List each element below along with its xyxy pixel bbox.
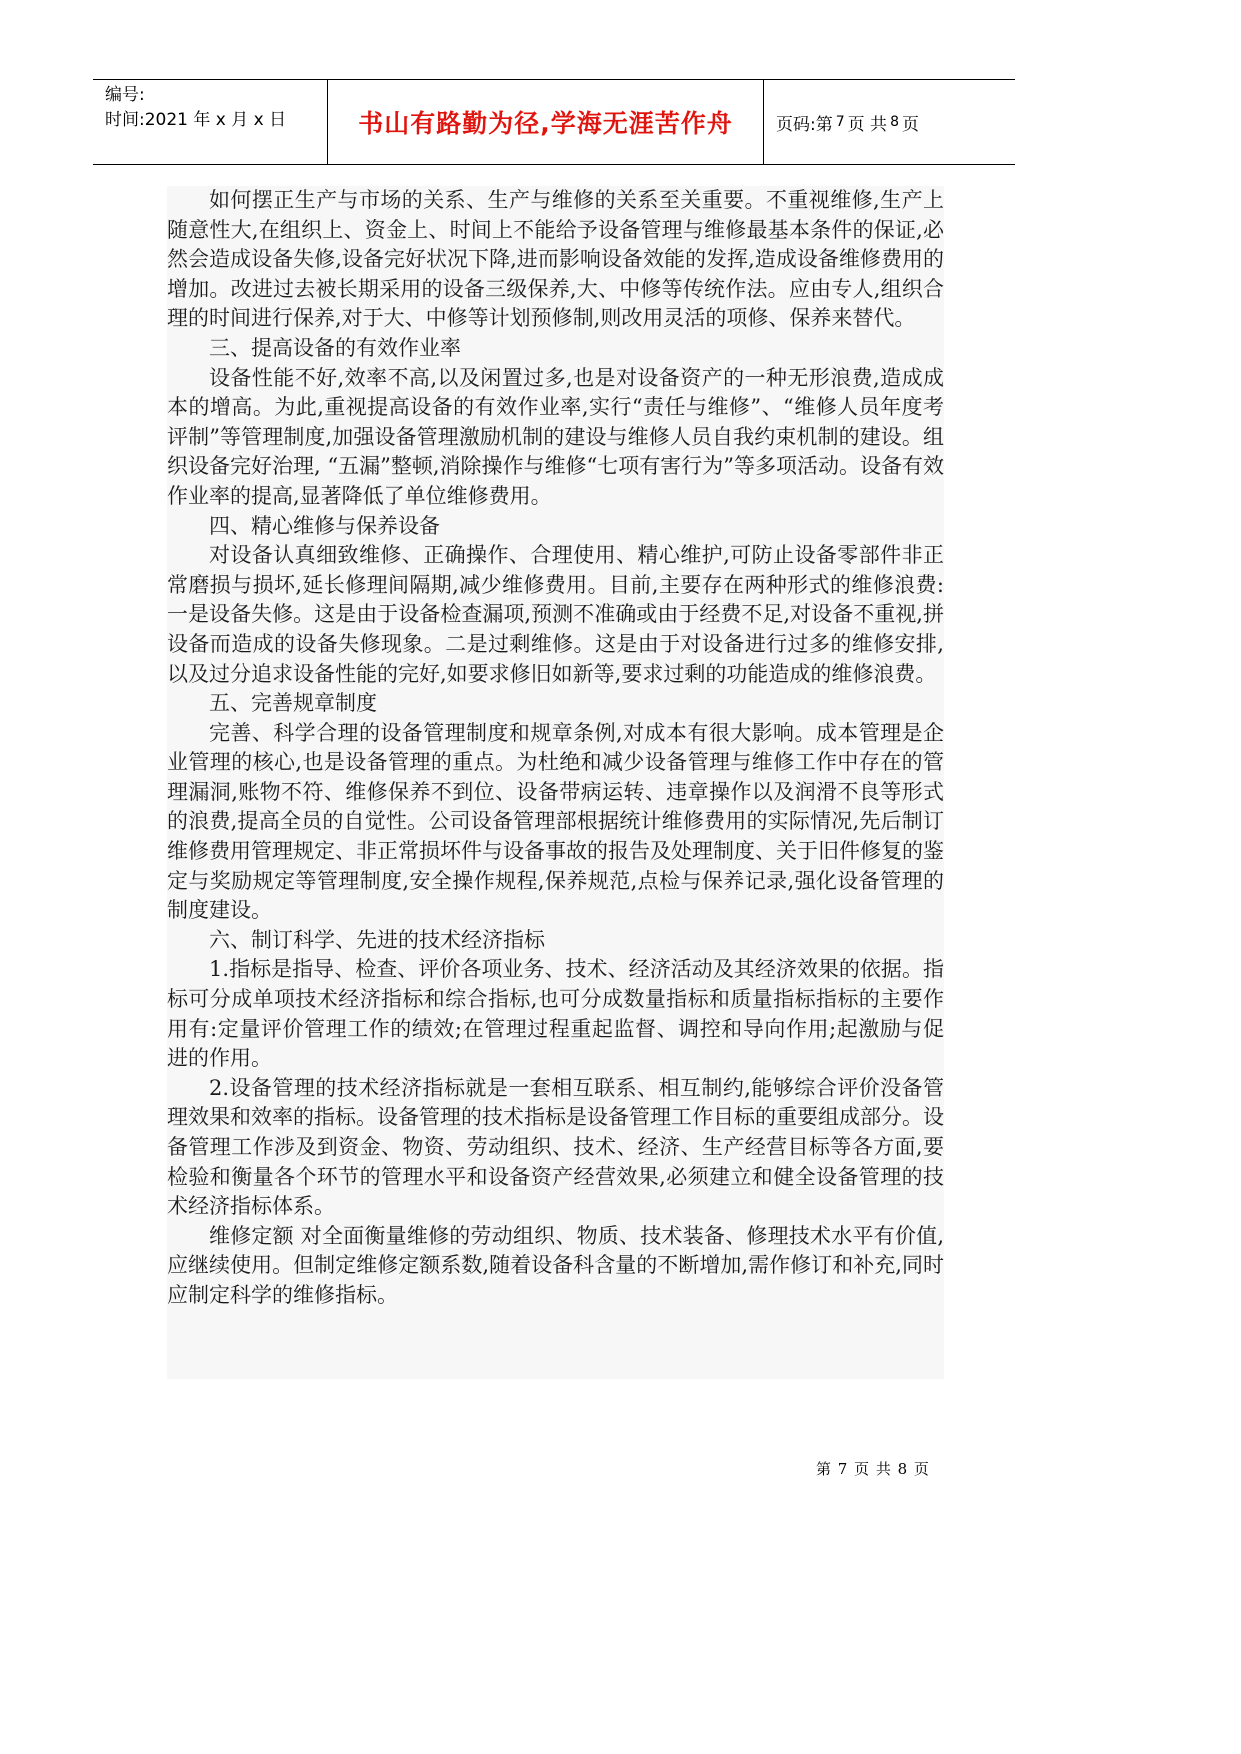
- page-label-suffix: 页: [901, 114, 919, 135]
- header-left-cell: [105, 83, 286, 133]
- page-indicator: [776, 80, 919, 164]
- section-heading: 五、完善规章制度: [209, 691, 377, 716]
- page-total: 8: [890, 114, 899, 130]
- page-label-mid: 页 共: [847, 114, 888, 135]
- paragraph: 对设备认真细致维修、正确操作、合理使用、精心维护,可防止设备零部件非正常磨损与损坏,延长修理间隔期,减少维修费用。目前,主要存在两种形式的维修浪费:一是设备失修。这是由于设备检查漏项,预测不准确或由于经费不足,对设备不重视,拼设备而造成的设备失修现象。二是过剩维修。这是由于对设备进行过多的维修安排,以及过分追求设备性能的完好,如要求修旧如新等,要求过剩的功能造成的维修浪费。: [167, 543, 944, 686]
- header-divider: [763, 80, 764, 164]
- section-heading: 四、精心维修与保养设备: [209, 513, 440, 538]
- paragraph: 1.指标是指导、检查、评价各项业务、技术、经济活动及其经济效果的依据。指标可分成单项技术经济指标和综合指标,也可分成数量指标和质量指标指标的主要作用有:定量评价管理工作的绩效;在管理过程重起监督、调控和导向作用;起激励与促进的作用。: [167, 957, 944, 1071]
- header-table: [93, 79, 1015, 165]
- page-label-prefix: 页码:第: [776, 114, 833, 135]
- section-heading: 三、提高设备的有效作业率: [209, 335, 461, 360]
- body-text: [167, 186, 944, 1379]
- footer-page-number: 第 7 页 共 8 页: [816, 1460, 930, 1478]
- paragraph: 完善、科学合理的设备管理制度和规章条例,对成本有很大影响。成本管理是企业管理的核心,也是设备管理的重点。为杜绝和减少设备管理与维修工作中存在的管理漏洞,账物不符、维修保养不到位、设备带病运转、违章操作以及润滑不良等形式的浪费,提高全员的自觉性。公司设备管理部根据统计维修费用的实际情况,先后制订维修费用管理规定、非正常损坏件与设备事故的报告及处理制度、关于旧件修复的鉴定与奖励规定等管理制度,安全操作规程,保养规范,点检与保养记录,强化设备管理的制度建设。: [167, 720, 944, 923]
- paragraph: 如何摆正生产与市场的关系、生产与维修的关系至关重要。不重视维修,生产上随意性大,在组织上、资金上、时间上不能给予设备管理与维修最基本条件的保证,必然会造成设备失修,设备完好状况下降,进而影响设备效能的发挥,造成设备维修费用的增加。改进过去被长期采用的设备三级保养,大、中修等传统作法。应由专人,组织合理的时间进行保养,对于大、中修等计划预修制,则改用灵活的项修、保养来替代。: [167, 188, 944, 331]
- motto: 书山有路勤为径,学海无涯苦作舟: [358, 109, 733, 138]
- number-label: 编号:: [105, 85, 145, 105]
- paragraph: 维修定额 对全面衡量维修的劳动组织、物质、技术装备、修理技术水平有价值,应继续使用。但制定维修定额系数,随着设备科含量的不断增加,需作修订和补充,同时应制定科学的维修指标。: [167, 1223, 944, 1307]
- paragraph: 设备性能不好,效率不高,以及闲置过多,也是对设备资产的一种无形浪费,造成成本的增高。为此,重视提高设备的有效作业率,实行“责任与维修”、“维修人员年度考评制”等管理制度,加强设备管理激励机制的建设与维修人员自我约束机制的建设。组织设备完好治理, “五漏”整顿,消除操作与维修“七项有害行为”等多项活动。设备有效作业率的提高,显著降低了单位维修费用。: [167, 365, 944, 508]
- paragraph: 2.设备管理的技术经济指标就是一套相互联系、相互制约,能够综合评价没备管理效果和效率的指标。设备管理的技术指标是设备管理工作目标的重要组成部分。设备管理工作涉及到资金、物资、劳动组织、技术、经济、生产经营目标等各方面,要检验和衡量各个环节的管理水平和设备资产经营效果,必须建立和健全设备管理的技术经济指标体系。: [167, 1075, 944, 1219]
- section-heading: 六、制订科学、先进的技术经济指标: [209, 927, 545, 952]
- page-number: 7: [835, 114, 845, 130]
- time-label: 时间:2021 年 x 月 x 日: [105, 110, 287, 130]
